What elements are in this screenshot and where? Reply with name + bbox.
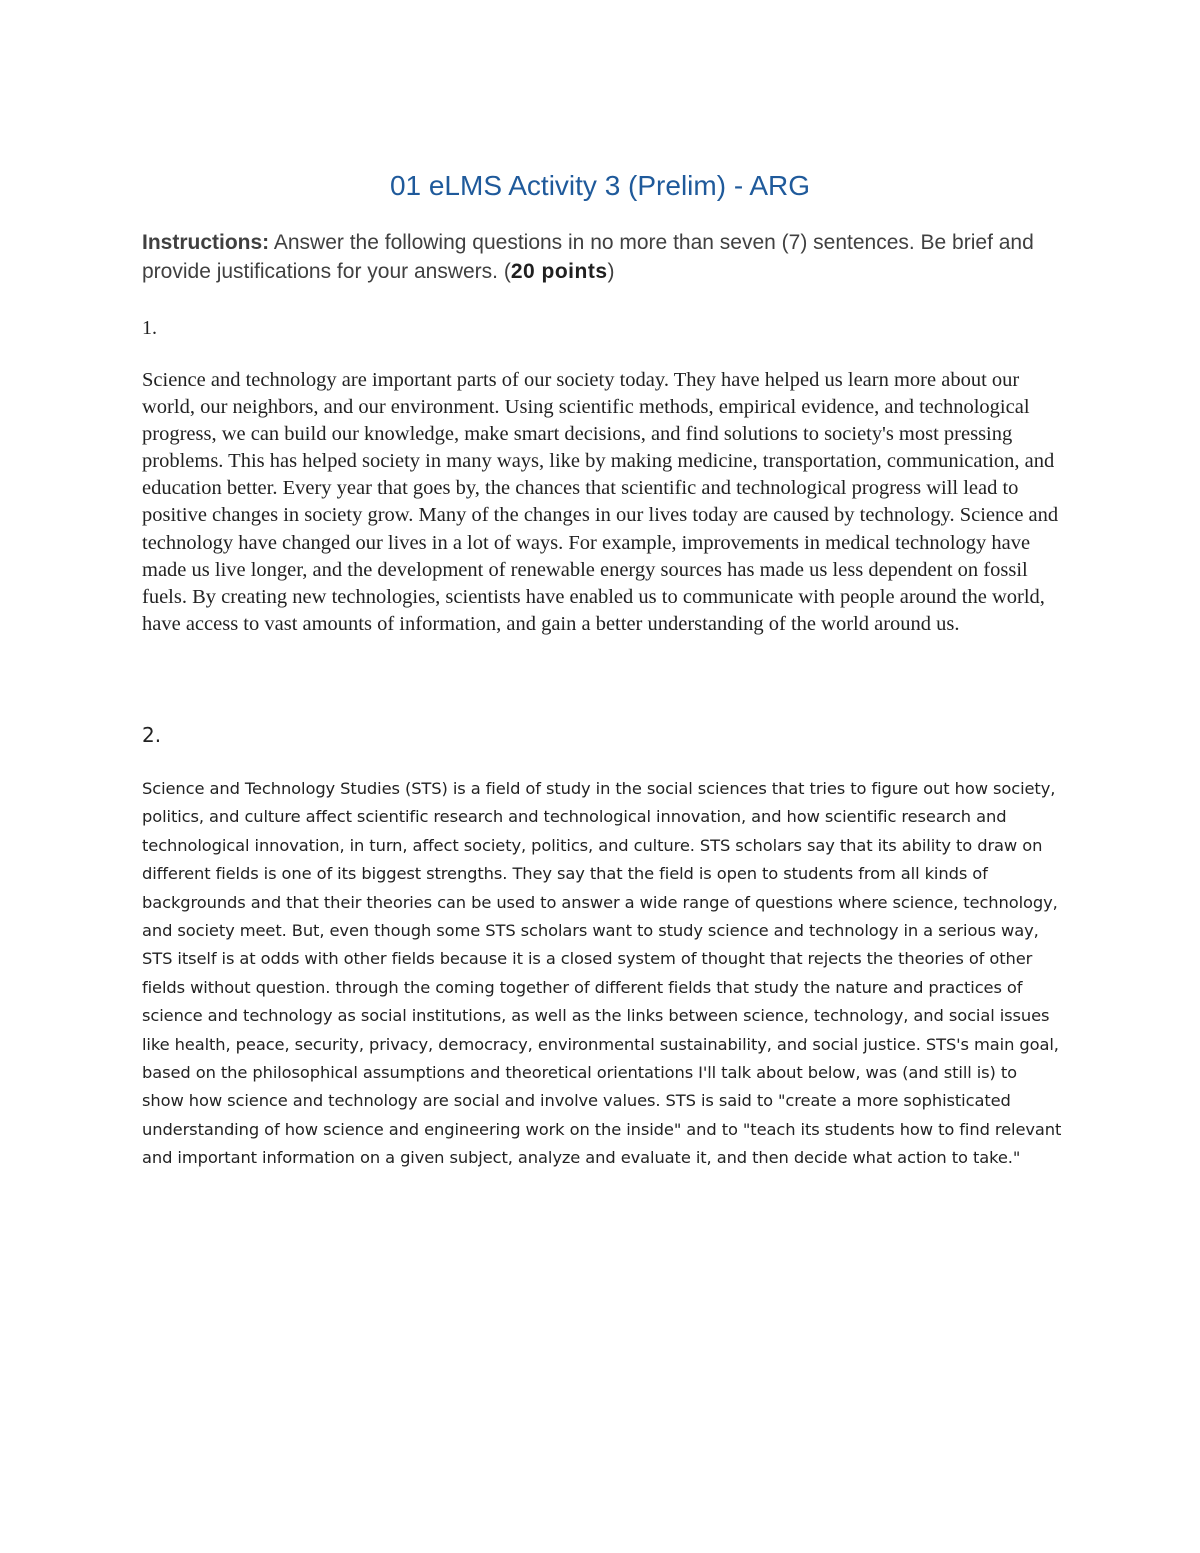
instructions-paragraph <box>142 228 1062 286</box>
instructions-closing: ) <box>607 260 615 283</box>
question-1-answer: Science and technology are important parts of our society today. They have helped us learn more about our world, our neighbors, and our environment. Using scientific methods, empirical evidence, and technological progress, we can build our knowledge, make smart decisions, and find solutions to society's most pressing problems. This has helped society in many ways, like by making medicine, transportation, communication, and education better. Every year that goes by, the chances that scientific and technological progress will lead to positive changes in society grow. Many of the changes in our lives today are caused by technology. Science and technology have changed our lives in a lot of ways. For example, improvements in medical technology have made us live longer, and the development of renewable energy sources has made us less dependent on fossil fuels. By creating new technologies, scientists have enabled us to communicate with people around the world, have access to vast amounts of information, and gain a better understanding of the world around us. <box>142 369 1059 635</box>
points-value: 20 points <box>510 260 608 283</box>
question-2-answer: Science and Technology Studies (STS) is a field of study in the social sciences that tries to figure out how society, politics, and culture affect scientific research and technological innovation, and how scientific research and technological innovation, in turn, affect society, politics, and culture. STS scholars say that its ability to draw on different fields is one of its biggest strengths. They say that the field is open to students from all kinds of backgrounds and that their theories can be used to answer a wide range of questions where science, technology, and society meet. But, even though some STS scholars want to study science and technology in a serious way, STS itself is at odds with other fields because it is a closed system of thought that rejects the theories of other fields without question. through the coming together of different fields that study the nature and practices of science and technology as social institutions, as well as the links between science, technology, and social issues like health, peace, security, privacy, democracy, environmental sustainability, and social justice. STS's main goal, based on the philosophical assumptions and theoretical orientations I'll talk about below, was (and still is) to show how science and technology are social and involve values. STS is said to "create a more sophisticated understanding of how science and engineering work on the inside" and to "teach its students how to find relevant and important information on a given subject, analyze and evaluate it, and then decide what action to take." <box>142 779 1062 1168</box>
instructions-text: Answer the following questions in no more than seven (7) sentences. Be brief and provide justifications for your answers. ( <box>142 231 1034 283</box>
question-1-number: 1. <box>142 317 157 339</box>
question-2-number: 2. <box>142 723 162 747</box>
page-title: 01 eLMS Activity 3 (Prelim) - ARG <box>389 170 811 201</box>
instructions-label: Instructions: <box>142 231 270 254</box>
